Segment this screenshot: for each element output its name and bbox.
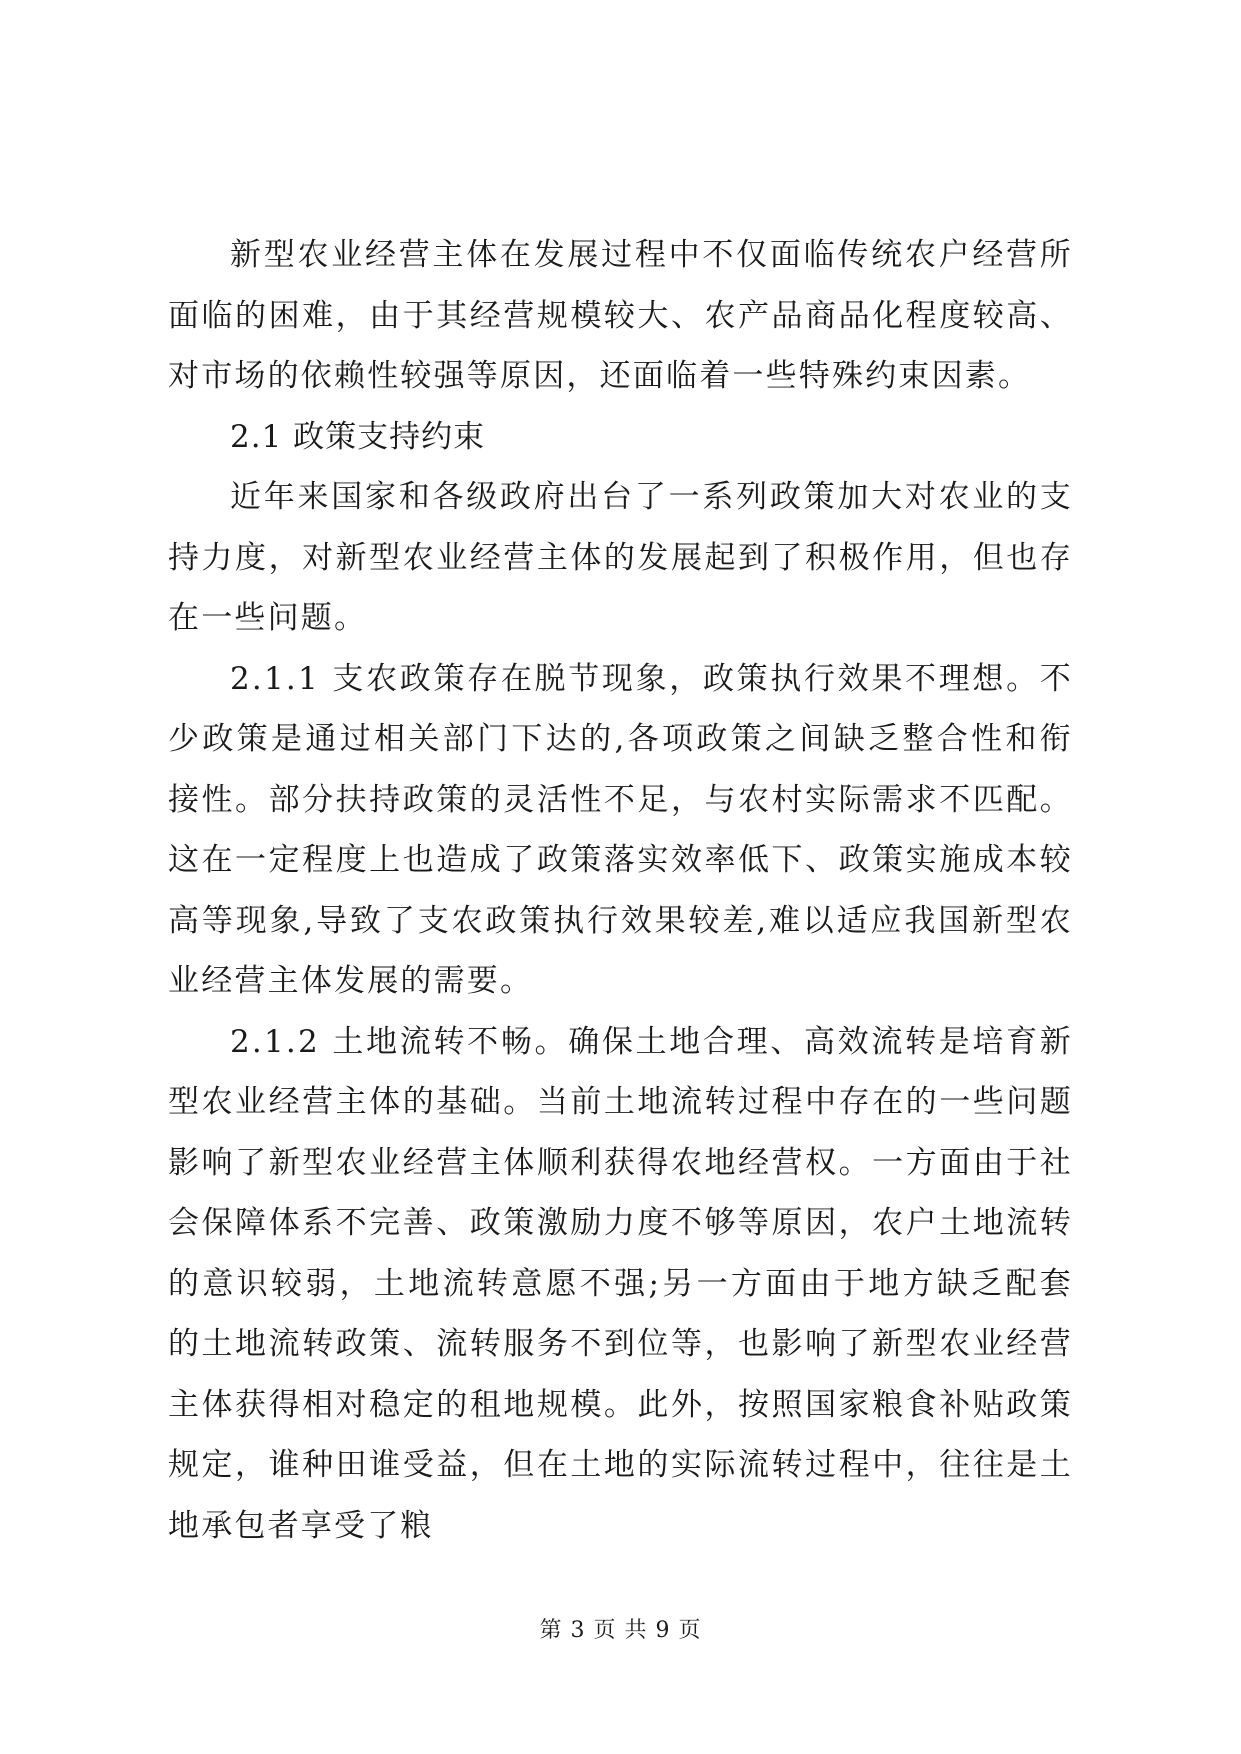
document-body	[168, 225, 1073, 1556]
paragraph-2-1-1: 2.1.1 支农政策存在脱节现象，政策执行效果不理想。不少政策是通过相关部门下达的,各项政策之间缺乏整合性和衔接性。部分扶持政策的灵活性不足，与农村实际需求不匹配。这在一定程度上也造成了政策落实效率低下、政策实施成本较高等现象,导致了支农政策执行效果较差,难以适应我国新型农业经营主体发展的需要。	[168, 660, 1073, 999]
section-heading-2-1: 2.1 政策支持约束	[230, 418, 486, 455]
page-footer: 第 3 页 共 9 页	[539, 1618, 702, 1643]
paragraph-2-1-2: 2.1.2 土地流转不畅。确保土地合理、高效流转是培育新型农业经营主体的基础。当前土地流转过程中存在的一些问题影响了新型农业经营主体顺利获得农地经营权。一方面由于社会保障体系不完善、政策激励力度不够等原因，农户土地流转的意识较弱，土地流转意愿不强;另一方面由于地方缺乏配套的土地流转政策、流转服务不到位等，也影响了新型农业经营主体获得相对稳定的租地规模。此外，按照国家粮食补贴政策规定，谁种田谁受益，但在土地的实际流转过程中，往往是土地承包者享受了粮	[168, 1023, 1073, 1544]
paragraph-policy-overview: 近年来国家和各级政府出台了一系列政策加大对农业的支持力度，对新型农业经营主体的发展起到了积极作用，但也存在一些问题。	[168, 479, 1073, 636]
paragraph-intro: 新型农业经营主体在发展过程中不仅面临传统农户经营所面临的困难，由于其经营规模较大、农产品商品化程度较高、对市场的依赖性较强等原因，还面临着一些特殊约束因素。	[168, 237, 1073, 394]
